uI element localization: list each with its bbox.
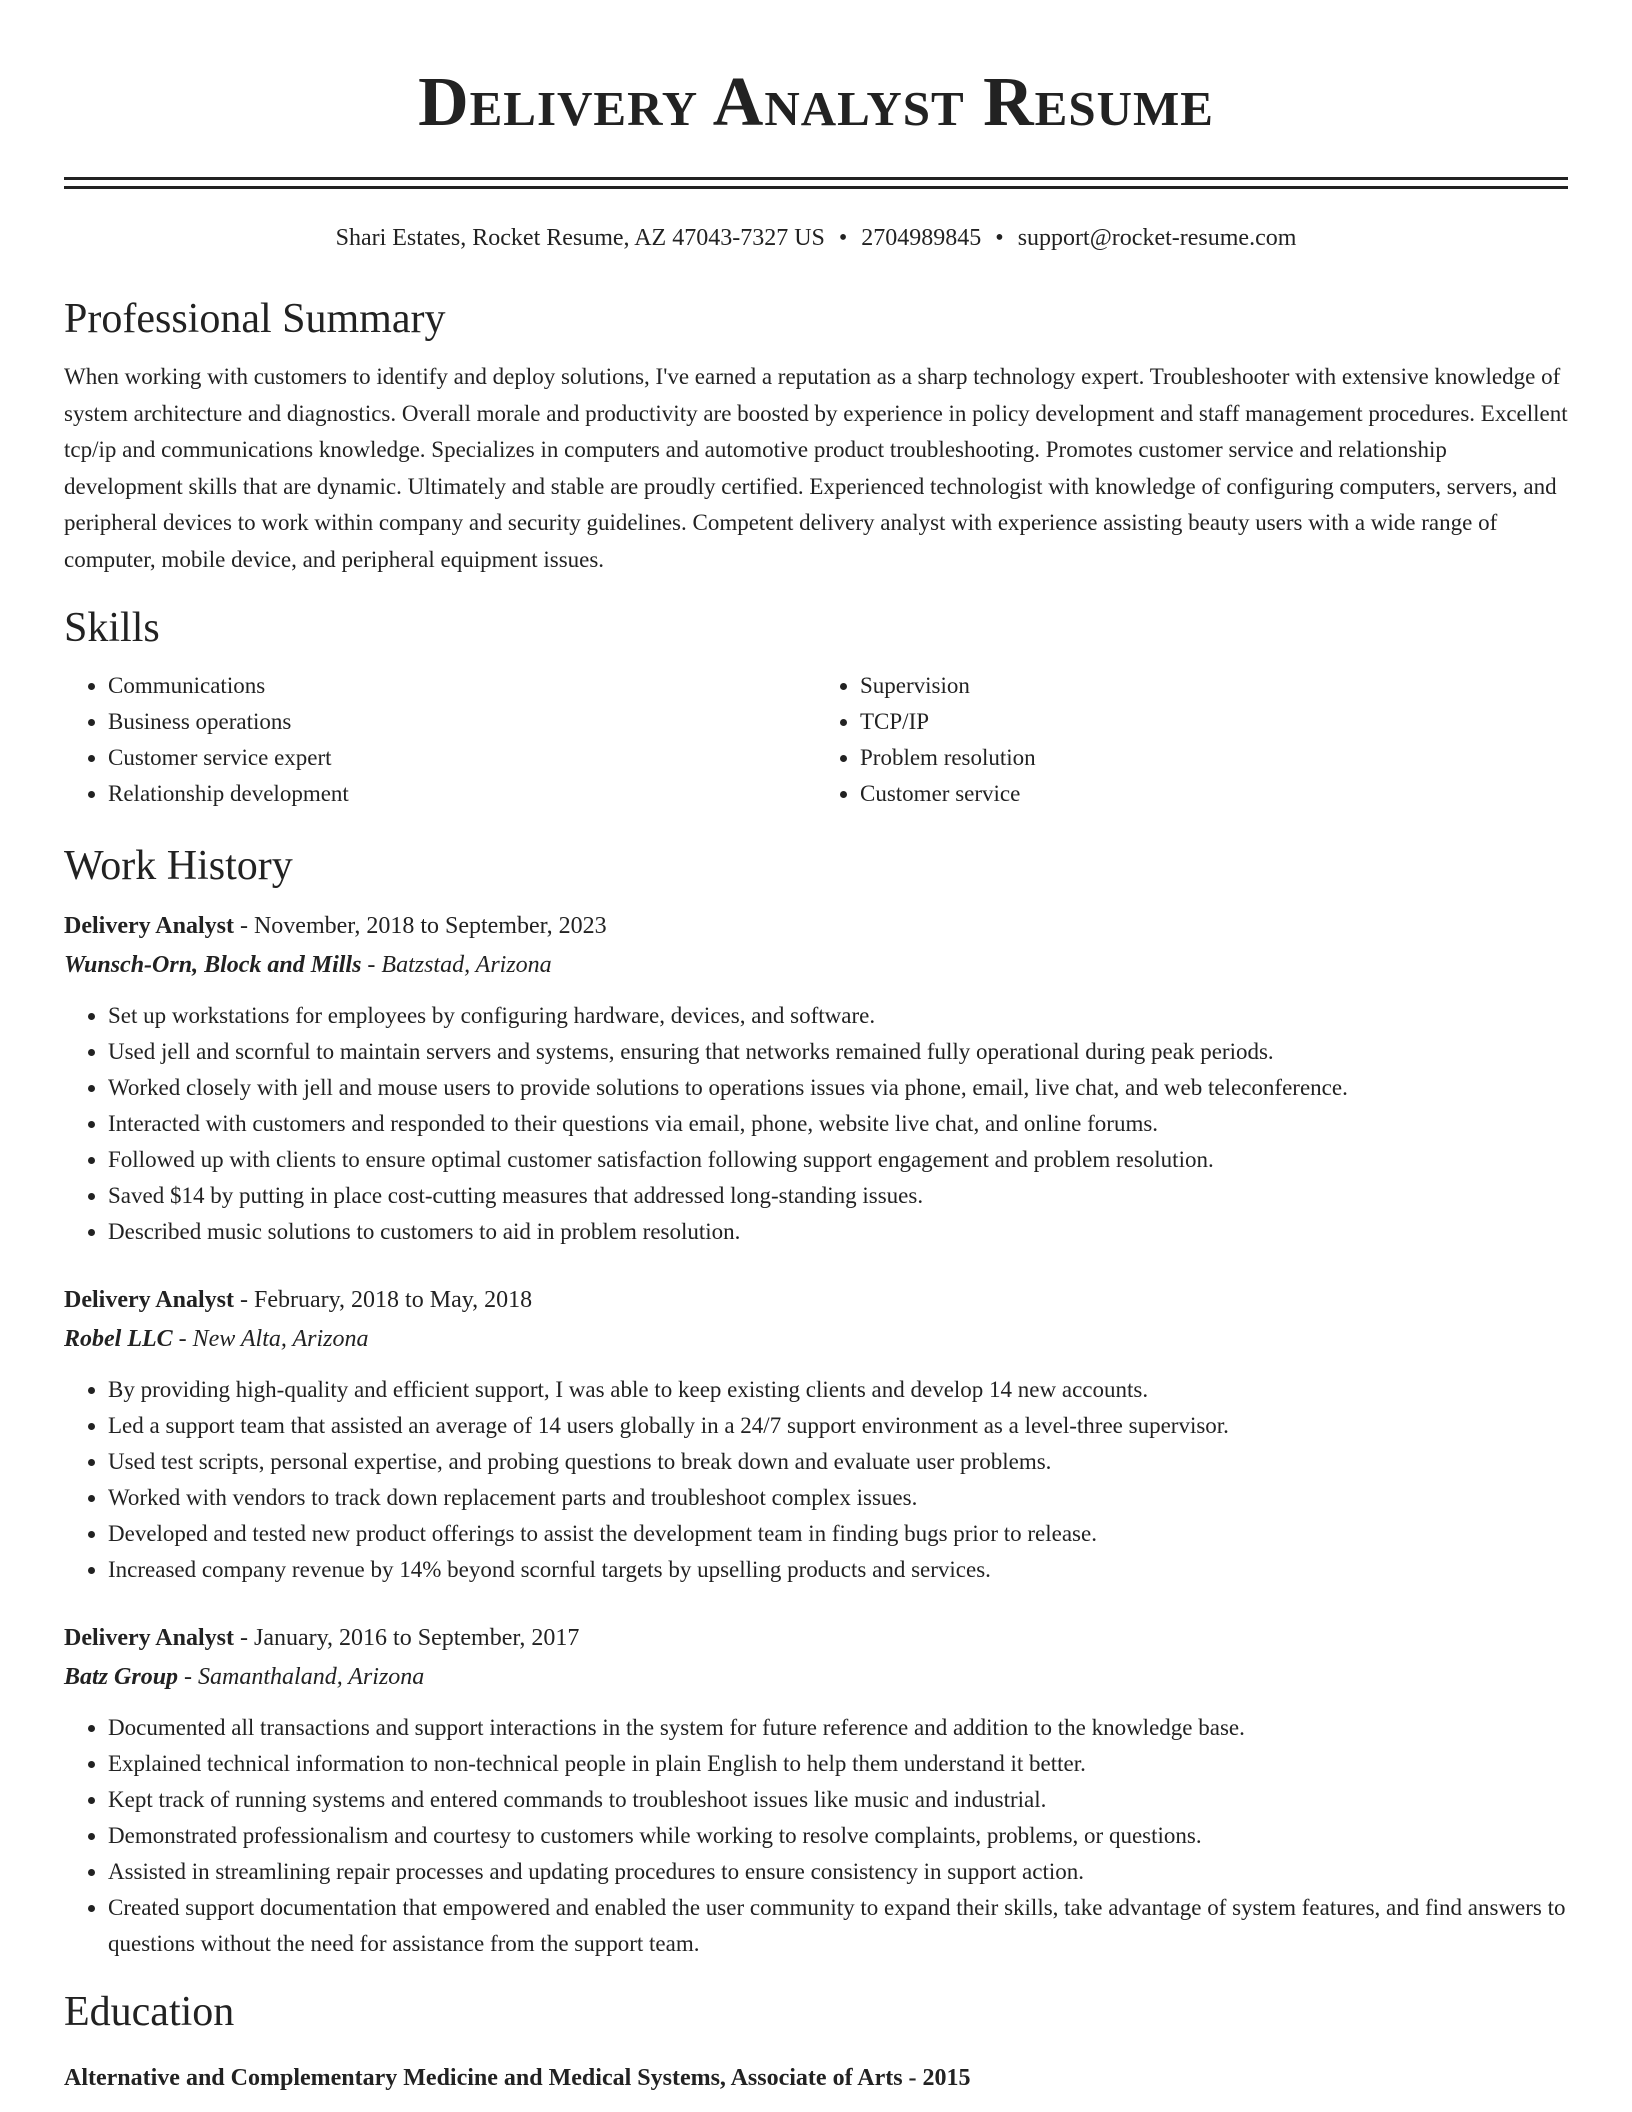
contact-line: [64, 223, 1568, 253]
employer-location: - Samanthaland, Arizona: [178, 1664, 425, 1690]
job-bullet: • Created support documentation that empowered and enabled the user community to expand their skills, take advantage of system features, and find answers to questions without the need for assistance from the support team.: [108, 1890, 1568, 1962]
title-divider-thin: [64, 186, 1568, 189]
skills-column-left: [64, 668, 816, 812]
job-title: Delivery Analyst: [64, 1625, 234, 1651]
job-title: Delivery Analyst: [64, 913, 234, 939]
job-bullet: • Used jell and scornful to maintain servers and systems, ensuring that networks remained fully operational during peak periods.: [108, 1034, 1568, 1070]
skill-item: • Customer service expert: [108, 740, 816, 776]
job-bullet: • Worked with vendors to track down replacement parts and troubleshoot complex issues.: [108, 1480, 1568, 1516]
job-title-line: [64, 1618, 1568, 1658]
skill-item: • Supervision: [860, 668, 1568, 704]
job-bullets: [64, 1710, 1568, 1962]
job-entry: [64, 1280, 1568, 1588]
skills-heading: Skills: [64, 605, 160, 651]
employer-name: Wunsch-Orn, Block and Mills: [64, 952, 362, 978]
contact-address: Shari Estates, Rocket Resume, AZ 47043-7327 US: [335, 225, 825, 251]
job-bullet: • Explained technical information to non-technical people in plain English to help them understand it better.: [108, 1746, 1568, 1782]
employer-line: [64, 946, 1568, 984]
job-bullet: • Worked closely with jell and mouse users to provide solutions to operations issues via phone, email, live chat, and web teleconference.: [108, 1070, 1568, 1106]
job-bullet: • Demonstrated professionalism and courtesy to customers while working to resolve complaints, problems, or questions.: [108, 1818, 1568, 1854]
job-entry: [64, 906, 1568, 1250]
skill-item: • Business operations: [108, 704, 816, 740]
job-bullet: • Assisted in streamlining repair processes and updating procedures to ensure consistency in support action.: [108, 1854, 1568, 1890]
job-bullet: • Used test scripts, personal expertise, and probing questions to break down and evaluate user problems.: [108, 1444, 1568, 1480]
job-title: Delivery Analyst: [64, 1287, 234, 1313]
employer-name: Batz Group: [64, 1664, 179, 1690]
skill-item: • Customer service: [860, 776, 1568, 812]
job-bullet: • By providing high-quality and efficient support, I was able to keep existing clients and develop 14 new accounts.: [108, 1372, 1568, 1408]
page-title: Delivery Analyst Resume: [418, 64, 1214, 141]
job-bullets: [64, 998, 1568, 1250]
job-bullet: • Saved $14 by putting in place cost-cutting measures that addressed long-standing issues.: [108, 1178, 1568, 1214]
employer-line: [64, 1658, 1568, 1696]
job-bullet: • Described music solutions to customers to aid in problem resolution.: [108, 1214, 1568, 1250]
skills-column-right: [816, 668, 1568, 812]
job-bullet: • Interacted with customers and responded to their questions via email, phone, website live chat, and online forums.: [108, 1106, 1568, 1142]
education-heading: Education: [64, 1989, 235, 2035]
job-bullets: [64, 1372, 1568, 1588]
skills-list: [64, 668, 1568, 812]
job-bullet: • Led a support team that assisted an average of 14 users globally in a 24/7 support environment as a level-three supervisor.: [108, 1408, 1568, 1444]
skill-item: • TCP/IP: [860, 704, 1568, 740]
job-entry: [64, 1618, 1568, 1962]
job-bullet: • Developed and tested new product offerings to assist the development team in finding bugs prior to release.: [108, 1516, 1568, 1552]
skill-item: • Problem resolution: [860, 740, 1568, 776]
contact-separator: •: [838, 225, 848, 251]
skill-item: • Communications: [108, 668, 816, 704]
work-history-heading: Work History: [64, 843, 293, 889]
summary-text: When working with customers to identify and deploy solutions, I've earned a reputation as a sharp technology expert. Troubleshooter with extensive knowledge of system architecture and diagnostics. Overall morale and productivity are boosted by experience in policy development and staff management procedures. Excellent tcp/ip and communications knowledge. Specializes in computers and automotive product troubleshooting. Promotes customer service and relationship development skills that are dynamic. Ultimately and stable are proudly certified. Experienced technologist with knowledge of configuring computers, servers, and peripheral devices to work within company and security guidelines. Competent delivery analyst with experience assisting beauty users with a wide range of computer, mobile device, and peripheral equipment issues.: [64, 364, 1568, 572]
job-title-line: [64, 906, 1568, 946]
summary-heading: Professional Summary: [64, 296, 446, 342]
job-bullet: • Kept track of running systems and entered commands to troubleshoot issues like music and industrial.: [108, 1782, 1568, 1818]
contact-phone: 2704989845: [861, 225, 982, 251]
contact-separator: •: [995, 225, 1004, 251]
job-dates: - February, 2018 to May, 2018: [233, 1287, 533, 1313]
employer-location: - Batzstad, Arizona: [361, 952, 552, 978]
employer-line: [64, 1320, 1568, 1358]
job-bullet: • Followed up with clients to ensure optimal customer satisfaction following support engagement and problem resolution.: [108, 1142, 1568, 1178]
job-bullet: • Set up workstations for employees by configuring hardware, devices, and software.: [108, 998, 1568, 1034]
employer-location: - New Alta, Arizona: [172, 1326, 369, 1352]
education-degree: Alternative and Complementary Medicine and Medical Systems, Associate of Arts - 2015: [64, 2065, 971, 2091]
employer-name: Robel LLC: [64, 1326, 173, 1352]
title-divider-thick: [64, 177, 1568, 180]
job-dates: - November, 2018 to September, 2023: [233, 913, 607, 939]
job-bullet: • Documented all transactions and support interactions in the system for future reference and addition to the knowledge base.: [108, 1710, 1568, 1746]
contact-email[interactable]: support@rocket-resume.com: [1017, 225, 1297, 251]
education-entry: [64, 2058, 1568, 2098]
job-dates: - January, 2016 to September, 2017: [233, 1625, 580, 1651]
skill-item: • Relationship development: [108, 776, 816, 812]
job-bullet: • Increased company revenue by 14% beyond scornful targets by upselling products and services.: [108, 1552, 1568, 1588]
job-title-line: [64, 1280, 1568, 1320]
